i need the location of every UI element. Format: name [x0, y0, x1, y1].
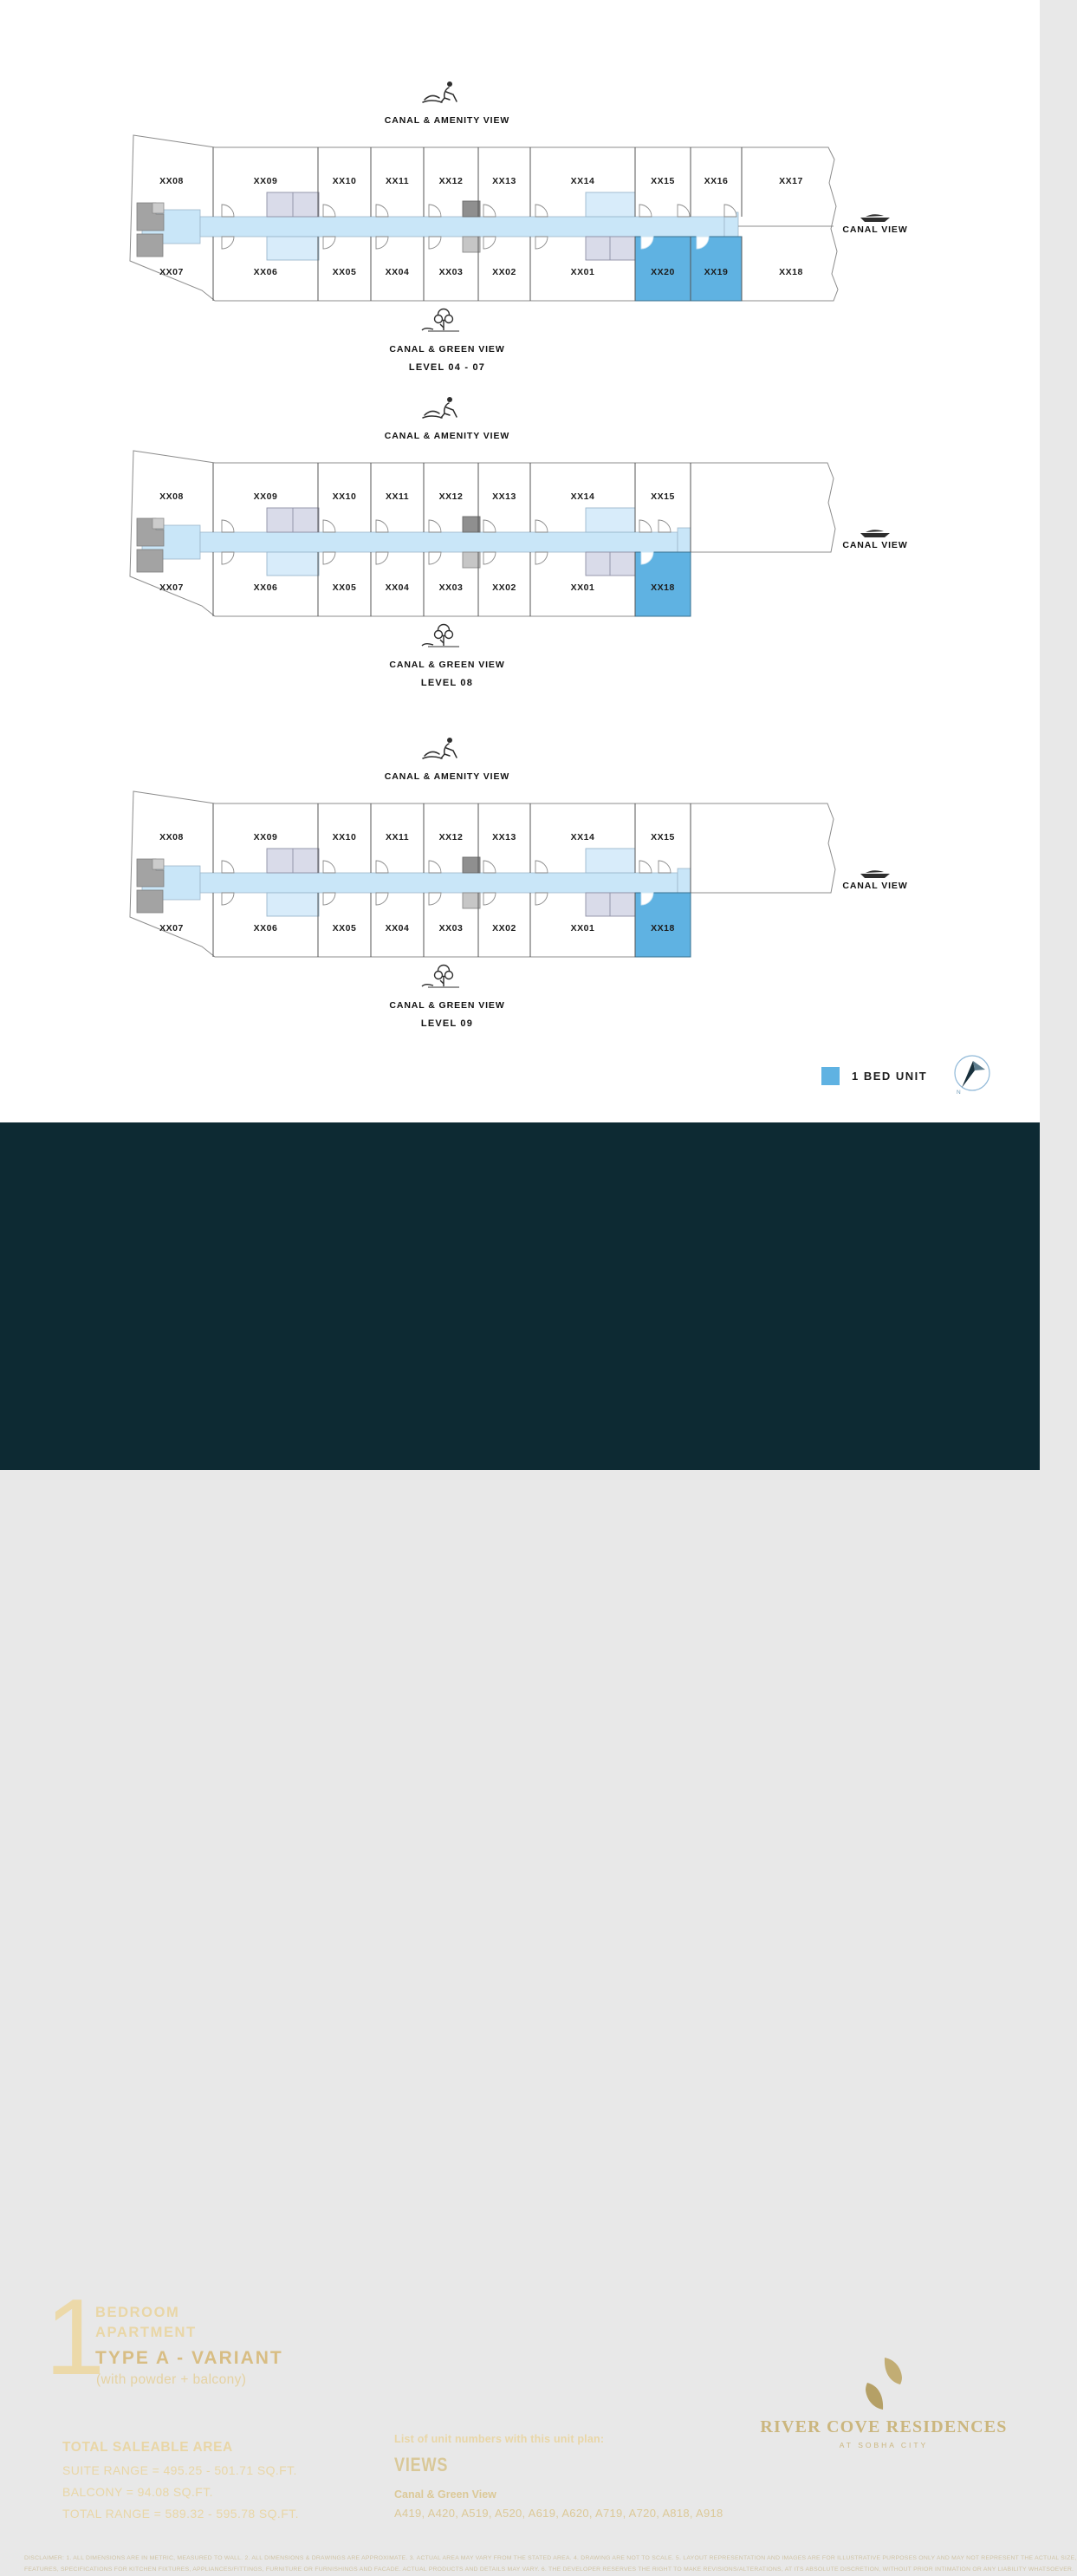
utility-block — [586, 893, 635, 916]
disclaimer-line-2: FEATURES, SPECIFICATIONS FOR KITCHEN FIXTURES, APPLIANCES/FITTINGS, FURNITURE OR FURNISHINGS AND FACADE. ACTUAL PRODUCTS AND DETAILS MAY VARY. 6. THE DEVELOPER RESERVES THE RIGHT TO MAKE REVISIONS/ALTERATIONS, AT ITS ABSOLUTE DISCRETION, WITHOUT PRIOR INTIMATION OR ANY LIABILITY WHATSOEVER. — [24, 2566, 1074, 2573]
unit-label: XX07 — [159, 923, 184, 933]
balcony — [586, 192, 635, 217]
level-label: LEVEL 09 — [420, 1018, 474, 1029]
lift-core — [152, 203, 164, 213]
stair-core — [137, 550, 163, 572]
balcony — [586, 508, 635, 532]
service-shaft — [463, 893, 480, 908]
floor-plan-drawing — [130, 135, 838, 301]
balcony — [267, 552, 319, 576]
area-title: TOTAL SALEABLE AREA — [62, 2440, 233, 2455]
service-shaft — [463, 517, 480, 532]
corridor — [200, 217, 724, 237]
lift-core — [152, 859, 164, 869]
disclaimer-line-1: DISCLAIMER: 1. ALL DIMENSIONS ARE IN METRIC, MEASURED TO WALL. 2. ALL DIMENSIONS & DRAWINGS ARE APPROXIMATE. 3. ACTUAL AREA MAY VARY FROM THE STATED AREA. 4. DRAWING ARE NOT TO SCALE. 5. LAYOUT REPRESENTATION AND IMAGES ARE FOR ILLUSTRATIVE PURPOSES ONLY AND MAY NOT REPRESENT THE ACTUAL SIZE, — [24, 2555, 1077, 2561]
unit-label: XX18 — [651, 582, 675, 593]
right-view-label: CANAL VIEW — [842, 224, 908, 235]
unit-label: XX03 — [438, 923, 464, 933]
unit-label: XX12 — [438, 176, 464, 186]
floor-plan-drawing — [130, 791, 835, 957]
unit-label: XX02 — [492, 267, 516, 277]
service-shaft — [463, 201, 480, 217]
type-subtitle: (with powder + balcony) — [96, 2372, 247, 2387]
unit-label: XX08 — [159, 832, 184, 842]
unit-label: XX05 — [332, 267, 357, 277]
floor-plan-level-04-07 — [118, 76, 950, 371]
service-shaft — [463, 552, 480, 568]
unit-label: XX01 — [570, 923, 595, 933]
unit-label: XX15 — [651, 491, 675, 502]
one-bed-unit-swatch — [821, 1067, 840, 1085]
green-view-icon — [422, 309, 459, 332]
footer-panel — [0, 1122, 1077, 2573]
balcony — [586, 849, 635, 873]
utility-block — [586, 237, 635, 260]
unit-label: XX13 — [492, 832, 516, 842]
total-saleable-area — [62, 2440, 299, 2521]
unit-label: XX12 — [438, 491, 464, 502]
type-title: TYPE A - VARIANT — [95, 2348, 283, 2368]
lift-core — [152, 518, 164, 529]
unit-label: XX06 — [253, 267, 278, 277]
floor-plan-level-08 — [118, 392, 950, 686]
sobha-swirl-logo-icon — [861, 2357, 906, 2410]
canal-view-boat-icon — [860, 214, 890, 222]
stair-core — [137, 234, 163, 257]
brand-tagline: AT SOBHA CITY — [839, 2441, 929, 2449]
unit-label: XX01 — [570, 267, 595, 277]
unit-label: XX11 — [385, 491, 410, 502]
unit-label: XX03 — [438, 267, 464, 277]
level-label: LEVEL 04 - 07 — [408, 362, 486, 373]
green-view-icon — [422, 966, 459, 988]
unit-label: XX07 — [159, 267, 184, 277]
unit-label: XX09 — [253, 491, 278, 502]
amenity-view-icon — [423, 81, 457, 102]
unit-label: XX07 — [159, 582, 184, 593]
unit-label: XX06 — [253, 582, 278, 593]
compass-north-label: N — [957, 1090, 961, 1096]
service-shaft — [463, 857, 480, 873]
legend-label: 1 BED UNIT — [852, 1070, 928, 1083]
floor-plan-drawing — [130, 451, 835, 616]
unit-label: XX19 — [704, 267, 729, 277]
unit-label: XX11 — [385, 176, 410, 186]
unit-label: XX13 — [492, 176, 516, 186]
unit-label: XX05 — [332, 582, 357, 593]
unit-label: XX05 — [332, 923, 357, 933]
unit-label: XX04 — [385, 582, 410, 593]
canal-view-boat-icon — [860, 530, 890, 537]
unit-label: XX04 — [385, 923, 410, 933]
unit-label: XX02 — [492, 923, 516, 933]
unit-label: XX18 — [779, 267, 803, 277]
unit-label: XX08 — [159, 491, 184, 502]
legend — [821, 1067, 927, 1085]
unit-label: XX18 — [651, 923, 675, 933]
balcony-area: BALCONY = 94.08 SQ.FT. — [62, 2485, 213, 2499]
unit-label: XX09 — [253, 176, 278, 186]
unit-label: XX03 — [438, 582, 464, 593]
unit-label: XX16 — [704, 176, 729, 186]
right-view-label: CANAL VIEW — [842, 881, 908, 891]
total-range: TOTAL RANGE = 589.32 - 595.78 SQ.FT. — [62, 2507, 299, 2521]
unit-label: XX11 — [385, 832, 410, 842]
corridor — [200, 532, 678, 552]
unit-label: XX02 — [492, 582, 516, 593]
level-label: LEVEL 08 — [420, 678, 474, 688]
bedroom-apartment-label: BEDROOM APARTMENT — [95, 2305, 197, 2341]
unit-label: XX09 — [253, 832, 278, 842]
balcony — [267, 237, 319, 260]
corridor — [200, 873, 678, 893]
compass-icon — [950, 1051, 994, 1095]
top-view-label: CANAL & AMENITY VIEW — [384, 771, 510, 782]
bottom-view-label: CANAL & GREEN VIEW — [389, 344, 505, 355]
unit-label: XX15 — [651, 176, 675, 186]
floor-plan-level-09 — [118, 732, 950, 1027]
unit-label: XX01 — [570, 582, 595, 593]
unit-label: XX15 — [651, 832, 675, 842]
utility-block — [586, 552, 635, 576]
unit-label: XX14 — [570, 832, 595, 842]
bottom-view-label: CANAL & GREEN VIEW — [389, 1000, 505, 1011]
top-view-label: CANAL & AMENITY VIEW — [384, 115, 510, 126]
unit-label: XX14 — [570, 491, 595, 502]
unit-label: XX20 — [651, 267, 675, 277]
unit-label: XX10 — [332, 491, 357, 502]
unit-label: XX12 — [438, 832, 464, 842]
unit-label: XX17 — [779, 176, 803, 186]
amenity-view-icon — [423, 397, 457, 418]
unit-label: XX08 — [159, 176, 184, 186]
view-name: Canal & Green View — [394, 2488, 496, 2501]
disclaimer — [24, 2553, 1077, 2576]
unit-label: XX06 — [253, 923, 278, 933]
canal-view-boat-icon — [860, 870, 890, 878]
unit-numbers: A419, A420, A519, A520, A619, A620, A719, A720, A818, A918 — [394, 2507, 723, 2520]
green-view-icon — [422, 625, 459, 647]
unit-label: XX14 — [570, 176, 595, 186]
brand-name: RIVER COVE RESIDENCES — [760, 2417, 1008, 2436]
unit-list-intro: List of unit numbers with this unit plan: — [394, 2433, 605, 2445]
amenity-view-icon — [423, 738, 457, 758]
bedroom-count: 1 — [45, 2278, 105, 2397]
brand-block — [745, 2357, 1022, 2449]
right-view-label: CANAL VIEW — [842, 540, 908, 550]
stair-core — [137, 890, 163, 913]
views-title: VIEWS — [394, 2454, 449, 2475]
unit-numbers-list — [394, 2433, 723, 2520]
suite-range: SUITE RANGE = 495.25 - 501.71 SQ.FT. — [62, 2463, 297, 2477]
unit-label: XX13 — [492, 491, 516, 502]
unit-label: XX10 — [332, 832, 357, 842]
bottom-view-label: CANAL & GREEN VIEW — [389, 660, 505, 670]
unit-label: XX10 — [332, 176, 357, 186]
balcony — [267, 893, 319, 916]
top-view-label: CANAL & AMENITY VIEW — [384, 431, 510, 441]
unit-label: XX04 — [385, 267, 410, 277]
service-shaft — [463, 237, 480, 252]
